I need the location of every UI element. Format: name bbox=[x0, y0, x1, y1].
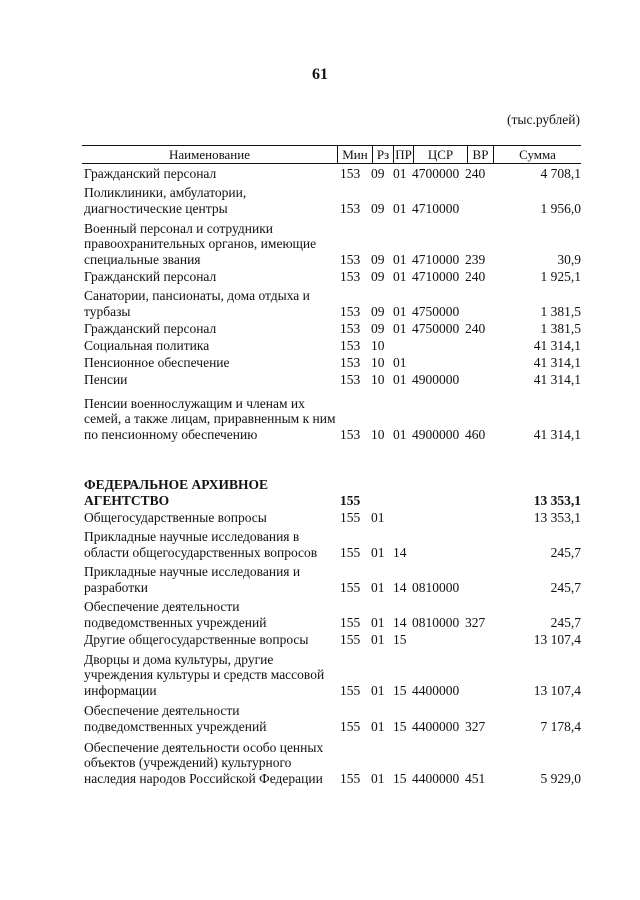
row-pr: 01 bbox=[393, 320, 407, 336]
row-name: Санатории, пансионаты, дома отдыха и турбазы bbox=[84, 288, 310, 319]
row-rz: 10 bbox=[371, 371, 385, 387]
header-rz: Рз bbox=[372, 146, 393, 163]
row-pr: 15 bbox=[393, 770, 407, 786]
row-pr: 15 bbox=[393, 718, 407, 734]
row-vr: 239 bbox=[465, 251, 486, 267]
row-sum: 1 925,1 bbox=[540, 268, 581, 284]
row-name: Пенсионное обеспечение bbox=[84, 354, 230, 370]
row-sum: 13 107,4 bbox=[533, 631, 581, 647]
row-pr: 14 bbox=[393, 579, 407, 595]
table-row bbox=[82, 598, 581, 630]
row-sum: 245,7 bbox=[550, 544, 581, 560]
table-row bbox=[82, 631, 581, 647]
row-csr: 4710000 bbox=[412, 268, 460, 284]
row-sum: 41 314,1 bbox=[533, 337, 581, 353]
row-csr: 4750000 bbox=[412, 303, 460, 319]
row-name: Прикладные научные исследования в области общегосударственных вопросов bbox=[84, 529, 318, 560]
row-vr: 327 bbox=[465, 718, 486, 734]
row-csr: 4900000 bbox=[412, 371, 460, 387]
row-sum: 245,7 bbox=[550, 614, 581, 630]
row-sum: 13 353,1 bbox=[533, 492, 581, 508]
table-header bbox=[82, 145, 581, 164]
row-vr: 451 bbox=[465, 770, 486, 786]
row-rz: 10 bbox=[371, 337, 385, 353]
page-number: 61 bbox=[312, 66, 328, 83]
row-vr: 327 bbox=[465, 614, 486, 630]
table-row bbox=[82, 165, 581, 181]
row-pr: 01 bbox=[393, 426, 407, 442]
row-rz: 10 bbox=[371, 426, 385, 442]
table-row bbox=[82, 650, 581, 698]
row-min: 153 bbox=[340, 337, 361, 353]
row-min: 155 bbox=[340, 770, 361, 786]
row-min: 155 bbox=[340, 544, 361, 560]
row-csr: 4400000 bbox=[412, 718, 460, 734]
row-vr: 240 bbox=[465, 268, 486, 284]
row-pr: 01 bbox=[393, 268, 407, 284]
row-pr: 15 bbox=[393, 631, 407, 647]
row-min: 155 bbox=[340, 492, 361, 508]
header-pr: ПР bbox=[393, 146, 413, 163]
table-row bbox=[82, 528, 581, 560]
row-rz: 09 bbox=[371, 165, 385, 181]
table-row bbox=[82, 287, 581, 319]
table-row bbox=[82, 476, 581, 508]
row-csr: 4700000 bbox=[412, 165, 460, 181]
row-csr: 0810000 bbox=[412, 579, 460, 595]
table-row bbox=[82, 394, 581, 442]
row-sum: 13 107,4 bbox=[533, 682, 581, 698]
row-name: Гражданский персонал bbox=[84, 320, 217, 336]
table-row bbox=[82, 320, 581, 336]
row-min: 155 bbox=[340, 579, 361, 595]
row-name: Пенсии военнослужащим и членам их семей, а также лицам, приравненным к ним по пенсионному обеспечению bbox=[84, 395, 336, 442]
row-min: 153 bbox=[340, 371, 361, 387]
row-pr: 01 bbox=[393, 251, 407, 267]
header-csr: ЦСР bbox=[413, 146, 467, 163]
row-rz: 01 bbox=[371, 718, 385, 734]
header-min: Мин bbox=[337, 146, 372, 163]
row-sum: 245,7 bbox=[550, 579, 581, 595]
table-row bbox=[82, 702, 581, 734]
row-min: 153 bbox=[340, 200, 361, 216]
row-name: Поликлиники, амбулатории, диагностические центры bbox=[84, 185, 247, 216]
row-rz: 09 bbox=[371, 303, 385, 319]
row-sum: 1 381,5 bbox=[540, 303, 581, 319]
row-name: Обеспечение деятельности особо ценных объектов (учреждений) культурного наследия народов Российской Федерации bbox=[84, 739, 324, 786]
row-name: Прикладные научные исследования и разработки bbox=[84, 564, 301, 595]
row-sum: 1 381,5 bbox=[540, 320, 581, 336]
row-csr: 4400000 bbox=[412, 770, 460, 786]
row-vr: 460 bbox=[465, 426, 486, 442]
header-sum: Сумма bbox=[493, 146, 581, 163]
row-pr: 14 bbox=[393, 614, 407, 630]
row-rz: 01 bbox=[371, 579, 385, 595]
row-sum: 30,9 bbox=[557, 251, 581, 267]
row-name: Гражданский персонал bbox=[84, 268, 217, 284]
table-row bbox=[82, 371, 581, 387]
row-rz: 01 bbox=[371, 682, 385, 698]
row-min: 155 bbox=[340, 509, 361, 525]
row-vr: 240 bbox=[465, 165, 486, 181]
row-pr: 01 bbox=[393, 303, 407, 319]
row-min: 153 bbox=[340, 320, 361, 336]
row-name: Обеспечение деятельности подведомственных учреждений bbox=[84, 703, 267, 734]
row-min: 153 bbox=[340, 165, 361, 181]
row-name: Социальная политика bbox=[84, 337, 210, 353]
row-rz: 09 bbox=[371, 200, 385, 216]
row-rz: 09 bbox=[371, 251, 385, 267]
row-min: 153 bbox=[340, 303, 361, 319]
row-rz: 10 bbox=[371, 354, 385, 370]
row-pr: 14 bbox=[393, 544, 407, 560]
units-label: (тыс.рублей) bbox=[507, 112, 580, 127]
row-name: Военный персонал и сотрудники правоохранительных органов, имеющие специальные звания bbox=[84, 220, 317, 267]
row-rz: 01 bbox=[371, 770, 385, 786]
table-row bbox=[82, 219, 581, 267]
row-csr: 4710000 bbox=[412, 200, 460, 216]
row-name: Общегосударственные вопросы bbox=[84, 509, 267, 525]
row-min: 155 bbox=[340, 614, 361, 630]
row-name: Обеспечение деятельности подведомственных учреждений bbox=[84, 599, 267, 630]
row-sum: 7 178,4 bbox=[540, 718, 581, 734]
table-row bbox=[82, 268, 581, 284]
row-min: 153 bbox=[340, 268, 361, 284]
row-sum: 41 314,1 bbox=[533, 354, 581, 370]
row-name: Гражданский персонал bbox=[84, 165, 217, 181]
row-name: Пенсии bbox=[84, 371, 128, 387]
row-min: 155 bbox=[340, 682, 361, 698]
row-rz: 01 bbox=[371, 544, 385, 560]
row-min: 153 bbox=[340, 426, 361, 442]
row-sum: 4 708,1 bbox=[540, 165, 581, 181]
row-csr: 4710000 bbox=[412, 251, 460, 267]
row-rz: 01 bbox=[371, 631, 385, 647]
table-row bbox=[82, 563, 581, 595]
row-csr: 0810000 bbox=[412, 614, 460, 630]
row-pr: 01 bbox=[393, 371, 407, 387]
table-row bbox=[82, 354, 581, 370]
row-min: 153 bbox=[340, 354, 361, 370]
row-rz: 01 bbox=[371, 614, 385, 630]
row-rz: 09 bbox=[371, 320, 385, 336]
row-rz: 01 bbox=[371, 509, 385, 525]
table-row bbox=[82, 738, 581, 786]
header-vr: ВР bbox=[467, 146, 493, 163]
row-name: Дворцы и дома культуры, другие учреждения культуры и средств массовой информации bbox=[84, 651, 325, 698]
row-min: 155 bbox=[340, 631, 361, 647]
row-name: ФЕДЕРАЛЬНОЕ АРХИВНОЕ АГЕНТСТВО bbox=[84, 477, 269, 508]
row-sum: 13 353,1 bbox=[533, 509, 581, 525]
table-row bbox=[82, 509, 581, 525]
row-pr: 01 bbox=[393, 354, 407, 370]
row-pr: 01 bbox=[393, 200, 407, 216]
row-name: Другие общегосударственные вопросы bbox=[84, 631, 309, 647]
row-csr: 4900000 bbox=[412, 426, 460, 442]
row-sum: 41 314,1 bbox=[533, 371, 581, 387]
row-min: 153 bbox=[340, 251, 361, 267]
row-vr: 240 bbox=[465, 320, 486, 336]
row-pr: 15 bbox=[393, 682, 407, 698]
row-pr: 01 bbox=[393, 165, 407, 181]
row-csr: 4750000 bbox=[412, 320, 460, 336]
header-name: Наименование bbox=[169, 147, 250, 162]
row-sum: 41 314,1 bbox=[533, 426, 581, 442]
row-min: 155 bbox=[340, 718, 361, 734]
row-rz: 09 bbox=[371, 268, 385, 284]
row-sum: 5 929,0 bbox=[540, 770, 581, 786]
row-csr: 4400000 bbox=[412, 682, 460, 698]
row-sum: 1 956,0 bbox=[540, 200, 581, 216]
table-row bbox=[82, 337, 581, 353]
table-row bbox=[82, 184, 581, 216]
